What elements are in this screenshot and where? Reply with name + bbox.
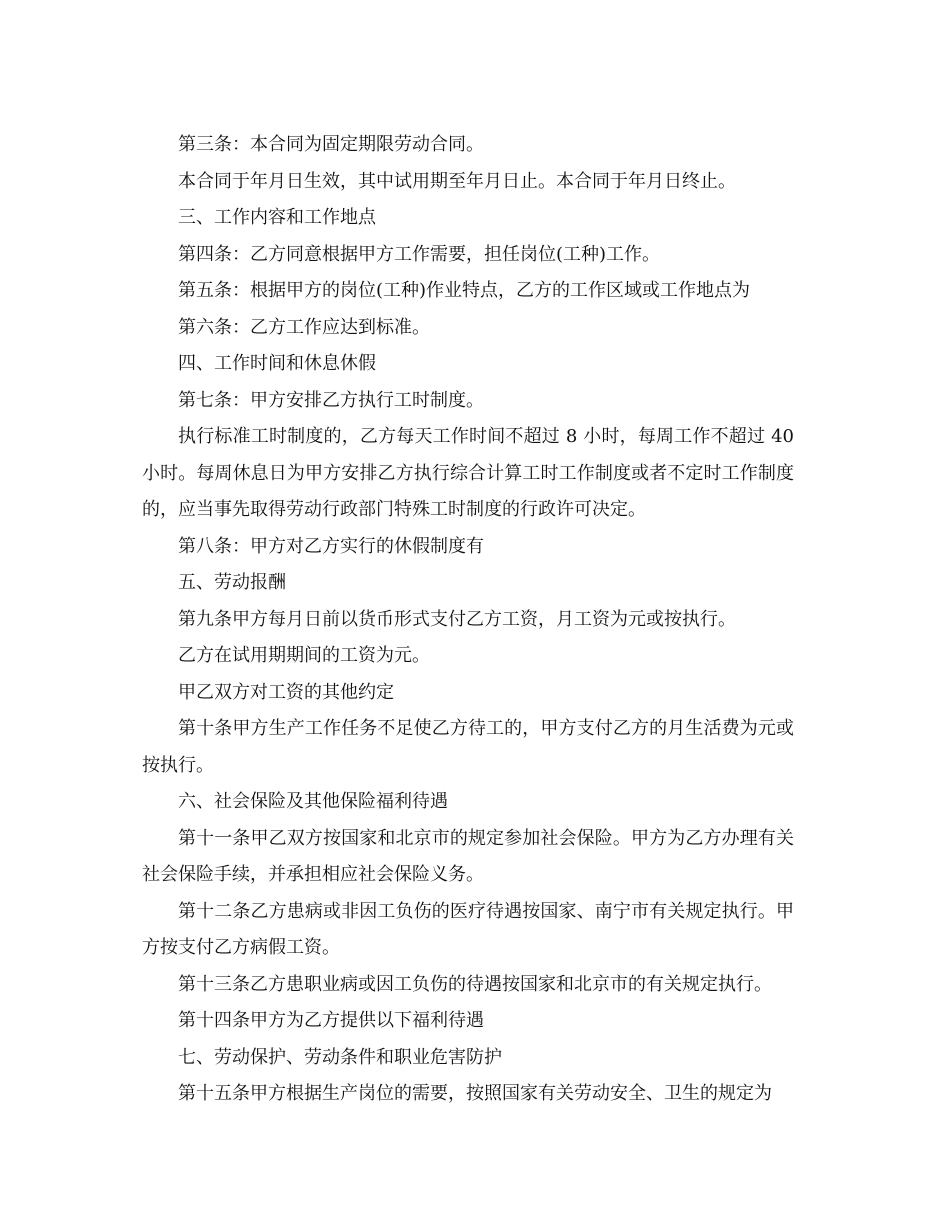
paragraph-article-12: 第十二条乙方患病或非因工负伤的医疗待遇按国家、南宁市有关规定执行。甲方按支付乙方病假工资。	[142, 900, 794, 958]
document-body	[142, 127, 794, 1113]
paragraph-effective-date: 本合同于年月日生效，其中试用期至年月日止。本合同于年月日终止。	[178, 170, 736, 192]
section-heading-3: 三、工作内容和工作地点	[178, 207, 376, 228]
section-heading-4: 四、工作时间和休息休假	[178, 353, 376, 374]
section-heading-6: 六、社会保险及其他保险福利待遇	[178, 791, 448, 812]
paragraph-article-15: 第十五条甲方根据生产岗位的需要，按照国家有关劳动安全、卫生的规定为	[178, 1083, 772, 1104]
paragraph-article-3: 第三条：本合同为固定期限劳动合同。	[178, 134, 484, 155]
section-heading-7: 七、劳动保护、劳动条件和职业危害防护	[178, 1046, 502, 1068]
paragraph-article-13: 第十三条乙方患职业病或因工负伤的待遇按国家和北京市的有关规定执行。	[178, 973, 772, 995]
paragraph-article-8: 第八条：甲方对乙方实行的休假制度有	[178, 535, 484, 557]
paragraph-article-4: 第四条：乙方同意根据甲方工作需要，担任岗位(工种)工作。	[178, 243, 661, 265]
paragraph-article-5: 第五条：根据甲方的岗位(工种)作业特点，乙方的工作区域或工作地点为	[178, 280, 751, 301]
paragraph-article-10: 第十条甲方生产工作任务不足使乙方待工的，甲方支付乙方的月生活费为元或按执行。	[142, 718, 794, 776]
paragraph-article-9: 第九条甲方每月日前以货币形式支付乙方工资，月工资为元或按执行。	[178, 608, 736, 630]
paragraph-standard-hours: 执行标准工时制度的，乙方每天工作时间不超过 8 小时，每周工作不超过 40 小时。每周休息日为甲方安排乙方执行综合计算工时工作制度或者不定时工作制度的，应当事先取得劳动行政部门特殊工时制度的行政许可决定。	[142, 426, 794, 520]
paragraph-article-14: 第十四条甲方为乙方提供以下福利待遇	[178, 1010, 484, 1031]
section-heading-5: 五、劳动报酬	[178, 572, 286, 593]
paragraph-probation-salary: 乙方在试用期期间的工资为元。	[178, 645, 430, 666]
paragraph-article-7: 第七条：甲方安排乙方执行工时制度。	[178, 389, 484, 411]
paragraph-article-6: 第六条：乙方工作应达到标准。	[178, 316, 430, 338]
paragraph-other-salary: 甲乙双方对工资的其他约定	[178, 681, 394, 703]
paragraph-article-11: 第十一条甲乙双方按国家和北京市的规定参加社会保险。甲方为乙方办理有关社会保险手续，并承担相应社会保险义务。	[142, 827, 794, 885]
